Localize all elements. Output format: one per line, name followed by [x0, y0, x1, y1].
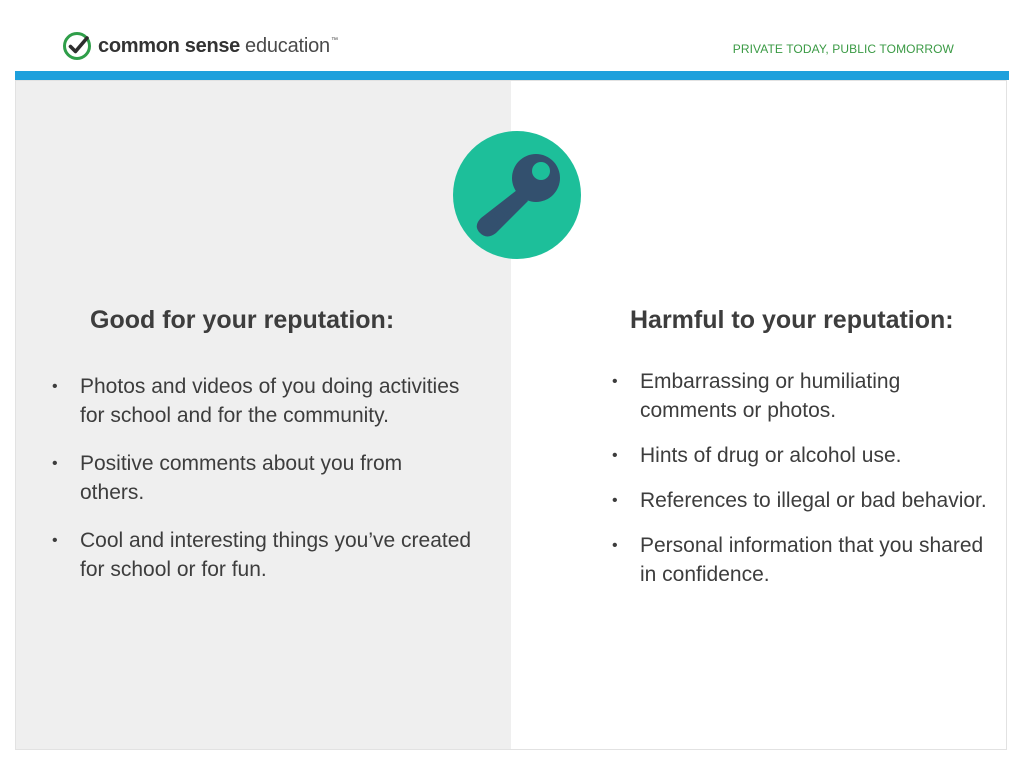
- list-item-text: Hints of drug or alcohol use.: [640, 444, 902, 467]
- checkmark-icon: [62, 31, 92, 61]
- list-item: [612, 367, 992, 425]
- list-item-text: Cool and interesting things you’ve created for school or for fun.: [80, 529, 472, 581]
- list-item-text: Personal information that you shared in confidence.: [640, 534, 984, 586]
- list-item: [52, 526, 472, 584]
- bullet: •: [52, 378, 58, 395]
- logo-text-common-sense: common sense: [98, 34, 241, 57]
- harmful-reputation-title: Harmful to your reputation:: [630, 306, 954, 334]
- logo-trademark: ™: [330, 36, 338, 44]
- tagline: PRIVATE TODAY, PUBLIC TOMORROW: [732, 42, 954, 56]
- list-item: [612, 441, 992, 470]
- list-item: [612, 486, 992, 515]
- list-item-text: Photos and videos of you doing activities for school and for the community.: [80, 375, 460, 427]
- good-reputation-list: [52, 372, 472, 603]
- bullet: •: [612, 537, 618, 554]
- key-icon: [452, 130, 582, 260]
- list-item: [612, 531, 992, 589]
- list-item: [52, 449, 472, 507]
- logo-text-education: education: [245, 34, 330, 57]
- header-accent-bar: [15, 71, 1009, 80]
- list-item: [52, 372, 472, 430]
- bullet: •: [52, 532, 58, 549]
- common-sense-education-logo: [62, 30, 338, 62]
- bullet: •: [612, 373, 618, 390]
- bullet: •: [612, 492, 618, 509]
- good-reputation-title: Good for your reputation:: [90, 306, 395, 334]
- bullet: •: [612, 447, 618, 464]
- harmful-reputation-list: [612, 367, 992, 605]
- list-item-text: References to illegal or bad behavior.: [640, 489, 987, 512]
- bullet: •: [52, 455, 58, 472]
- list-item-text: Embarrassing or humiliating comments or photos.: [640, 370, 901, 422]
- list-item-text: Positive comments about you from others.: [80, 452, 403, 504]
